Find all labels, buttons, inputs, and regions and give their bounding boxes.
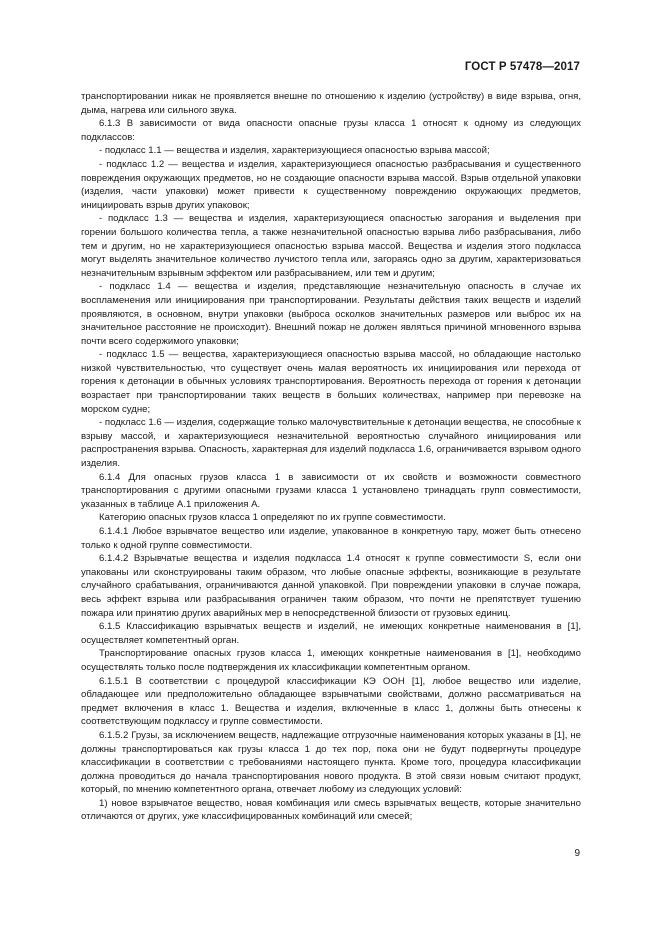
paragraph: - подкласс 1.4 — вещества и изделия, представляющие незначительную опасность в случае их воспламенения или инициирования при транспортировании. Результаты действия таких веществ и изделий проявляются, в основном, внутри упаковки (выброса осколков значительных размеров или выброс их на значительное расстояние не происходит). Внешний пожар не должен являться причиной мгновенного взрыва почти всего содержимого упаковки;: [81, 281, 581, 347]
paragraph: - подкласс 1.5 — вещества, характеризующиеся опасностью взрыва массой, но обладающие настолько низкой чувствительностью, что существует очень малая вероятность их инициирования или перехода от горения к детонации в обычных условиях транспортирования. Вероятность перехода от горения к детонации возрастает при транспортировании таких веществ в больших количествах, например при перевозке на морском судне;: [81, 349, 581, 415]
paragraph: - подкласс 1.6 — изделия, содержащие только малочувствительные к детонации вещества, не способные к взрыву массой, и характеризующиеся незначительной вероятностью случайного инициирования или распространения взрыва. Опасность, характерная для изделий подкласса 1.6, ограничивается взрывом одного изделия.: [81, 417, 581, 470]
paragraph: Транспортирование опасных грузов класса 1, имеющих конкретные наименования в [1], необходимо осуществлять только после подтверждения их классификации компетентным органом.: [81, 648, 581, 673]
paragraph: - подкласс 1.3 — вещества и изделия, характеризующиеся опасностью загорания и выделения при горении большого количества тепла, а также незначительной опасностью взрыва либо разбрасывания, либо тем и другим, но не характеризующиеся опасностью взрыва массой. Вещества и изделия этого подкласса могут выделять значительное количество лучистого тепла или, загораясь одно за другим, характеризоваться незначительным взрывным эффектом или разбрасыванием, или тем и другим;: [81, 213, 581, 279]
paragraph: 6.1.4.1 Любое взрывчатое вещество или изделие, упакованное в конкретную тару, может быть отнесено только к одной группе совместимости.: [81, 526, 581, 551]
paragraph: - подкласс 1.1 — вещества и изделия, характеризующиеся опасностью взрыва массой;: [99, 145, 490, 157]
paragraph: 6.1.4.2 Взрывчатые вещества и изделия подкласса 1.4 относят к группе совместимости S, если они упакованы или сконструированы таким образом, что любые опасные эффекты, возникающие в результате случайного срабатывания, ограничиваются данной упаковкой. При повреждении упаковки в случае пожара, весь эффект взрыва или разбрасывания ограничен таким образом, что почти не препятствует тушению пожара или принятию других аварийных мер в непосредственной близости от грузовых единиц.: [81, 553, 581, 619]
paragraph: 6.1.5 Классификацию взрывчатых веществ и изделий, не имеющих конкретные наименования в [1], осуществляет компетентный орган.: [81, 621, 581, 646]
paragraph: 1) новое взрывчатое вещество, новая комбинация или смесь взрывчатых веществ, которые значительно отличаются от других, уже классифицированных комбинаций или смесей;: [81, 797, 581, 823]
paragraph: транспортировании никак не проявляется внешне по отношению к изделию (устройству) в виде взрыва, огня, дыма, нагрева или сильного звука.: [81, 91, 581, 116]
paragraph: 6.1.4 Для опасных грузов класса 1 в зависимости от их свойств и возможности совместного транспортирования с другими опасными грузами класса 1 установлено тринадцать групп совместимости, указанных в таблице А.1 приложения А.: [81, 471, 581, 510]
paragraph: 6.1.5.2 Грузы, за исключением веществ, надлежащие отгрузочные наименования которых указаны в [1], не должны транспортироваться как грузы класса 1 до тех пор, пока они не будут подвергнуты процедуре классификации в соответствии с требованиями настоящего пункта. Кроме того, процедура классификации должна проводиться до начала транспортирования нового продукта. В этой связи новым считают продукт, который, по мнению компетентного органа, отвечает любому из следующих условий:: [81, 729, 581, 796]
paragraph: 6.1.3 В зависимости от вида опасности опасные грузы класса 1 относят к одному из следующих подклассов:: [81, 118, 581, 143]
document-header: ГОСТ Р 57478—2017: [464, 61, 580, 73]
document-body: [81, 90, 581, 824]
page-number: 9: [574, 848, 580, 859]
paragraph: 6.1.5.1 В соответствии с процедурой классификации КЭ ООН [1], любое вещество или изделие, обладающее или предположительно обладающее взрывчатыми свойствами, должно рассматриваться на предмет включения в класс 1. Вещества и изделия, включенные в класс 1, должны быть отнесены к соответствующим подклассу и группе совместимости.: [81, 675, 581, 728]
paragraph: - подкласс 1.2 — вещества и изделия, характеризующиеся опасностью разбрасывания и существенного повреждения окружающих предметов, но не создающие опасности взрыва массой. Взрыв отдельной упаковки (изделия, части упаковки) может привести к существенному повреждению окружающих предметов, инициировать взрыв других упаковок;: [81, 158, 581, 211]
paragraph: Категорию опасных грузов класса 1 определяют по их группе совместимости.: [99, 512, 446, 524]
